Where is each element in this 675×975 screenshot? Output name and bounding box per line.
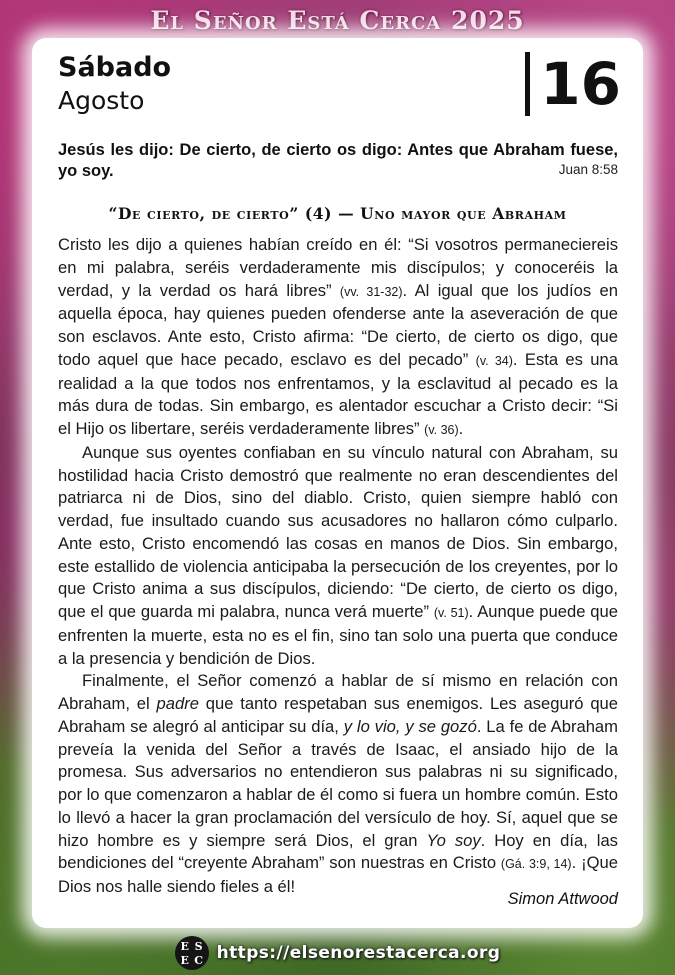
bible-ref: (vv. 31-32) xyxy=(339,284,403,299)
logo-letter: E xyxy=(180,939,189,953)
paragraph-3 xyxy=(58,670,618,899)
text-run: que tanto respetaban sus enemigos. Les aseguró que Abraham se alegró al anticipar su día, xyxy=(58,694,619,736)
text-run: Finalmente, el Señor comenzó a hablar de sí mismo en relación con Abraham, el xyxy=(58,671,618,713)
text-run: Aunque sus oyentes confiaban en su vínculo natural con Abraham, su hostilidad hacia Cristo demostró que realmente no eran descendientes del patriarca ni de Dios, sino del diablo. Cristo, quien siempre habló con verdad, fue insultado cuando sus acusadores no hallaron cómo culparlo. Ante esto, Cristo encomendó las cosas en manos de Dios. Sin embargo, este estallido de violencia anticipaba la persecución de los creyentes, por lo que Cristo anima a sus discípulos, diciendo: “De cierto, de cierto os digo, que el que guarda mi palabra, nunca verá muerte” xyxy=(58,442,618,621)
paragraph-1 xyxy=(58,234,618,442)
logo-letter: C xyxy=(194,953,204,967)
verse-reference: Juan 8:58 xyxy=(558,162,618,177)
text-run: . Esta es una realidad a la que todos nos enfrentamos, y la esclavitud al pecado es la más dura de todas. Sin embargo, es alentador escuchar a Cristo decir: “Si el Hijo os libertare, seréis verdaderamente libres” xyxy=(58,349,618,438)
text-run: . xyxy=(458,419,464,438)
italic-run: Yo soy xyxy=(426,830,481,850)
logo-letter: E xyxy=(180,953,189,967)
day-name: Sábado xyxy=(58,52,172,83)
paragraph-2 xyxy=(58,442,618,671)
author-name: Simon Attwood xyxy=(507,890,618,908)
text-run: . Hoy en día, las bendiciones del “creyente Abraham” son nuestras en Cristo xyxy=(58,830,618,873)
website-link[interactable]: https://elsenorestacerca.org xyxy=(216,943,501,963)
header-title: El Señor Está Cerca 2025 xyxy=(150,6,525,35)
italic-run: y lo vio, y se gozó xyxy=(343,716,477,736)
month-name: Agosto xyxy=(58,86,145,115)
bible-ref: (v. 51) xyxy=(433,606,469,620)
bible-ref: (v. 34) xyxy=(475,353,513,368)
logo-icon xyxy=(175,936,209,970)
text-run: . ¡Que Dios nos halle siendo fieles a él! xyxy=(58,853,618,896)
verse-text: Jesús les dijo: De cierto, de cierto os digo: Antes que Abraham fuese, yo soy. xyxy=(58,141,618,180)
footer xyxy=(0,936,675,970)
devotional-body xyxy=(58,234,618,899)
text-run: . Aunque puede que enfrenten la muerte, esta no es el fin, sino tan solo una puerta que conduce a la presencia y bendición de Dios. xyxy=(58,602,618,668)
text-run: . Al igual que los judíos en aquella época, hay quienes pueden ofenderse ante la aseveración de que son esclavos. Ante esto, Cristo afirma: “De cierto, de cierto os digo, que todo aquel que hace pecado, esclavo es del pecado” xyxy=(58,280,618,369)
bible-ref: (v. 36) xyxy=(424,423,459,437)
date-number: 16 xyxy=(525,52,621,116)
logo-letter: S xyxy=(194,939,203,953)
italic-run: padre xyxy=(156,694,199,713)
text-run: Cristo les dijo a quienes habían creído en él: “Si vosotros permaneciereis en mi palabra, seréis verdaderamente mis discípulos; y conoceréis la verdad, y la verdad os hará libres” xyxy=(58,235,618,300)
bible-ref: (Gá. 3:9, 14) xyxy=(500,857,572,872)
text-run: . La fe de Abraham preveía la venida del Señor a través de Isaac, el ansiado hijo de la promesa. Sus adversarios no entendieron sus palabras ni su significado, por lo que comenzaron a hablar de él como si fuera un hombre común. Esto lo llevó a hacer la gran proclamación del versículo de hoy. Sí, aquel que se hizo hombre es y siempre será Dios, el gran xyxy=(58,716,618,850)
section-title: “De cierto, de cierto” (4) — Uno mayor que Abraham xyxy=(108,204,567,223)
devotional-card xyxy=(32,38,643,928)
